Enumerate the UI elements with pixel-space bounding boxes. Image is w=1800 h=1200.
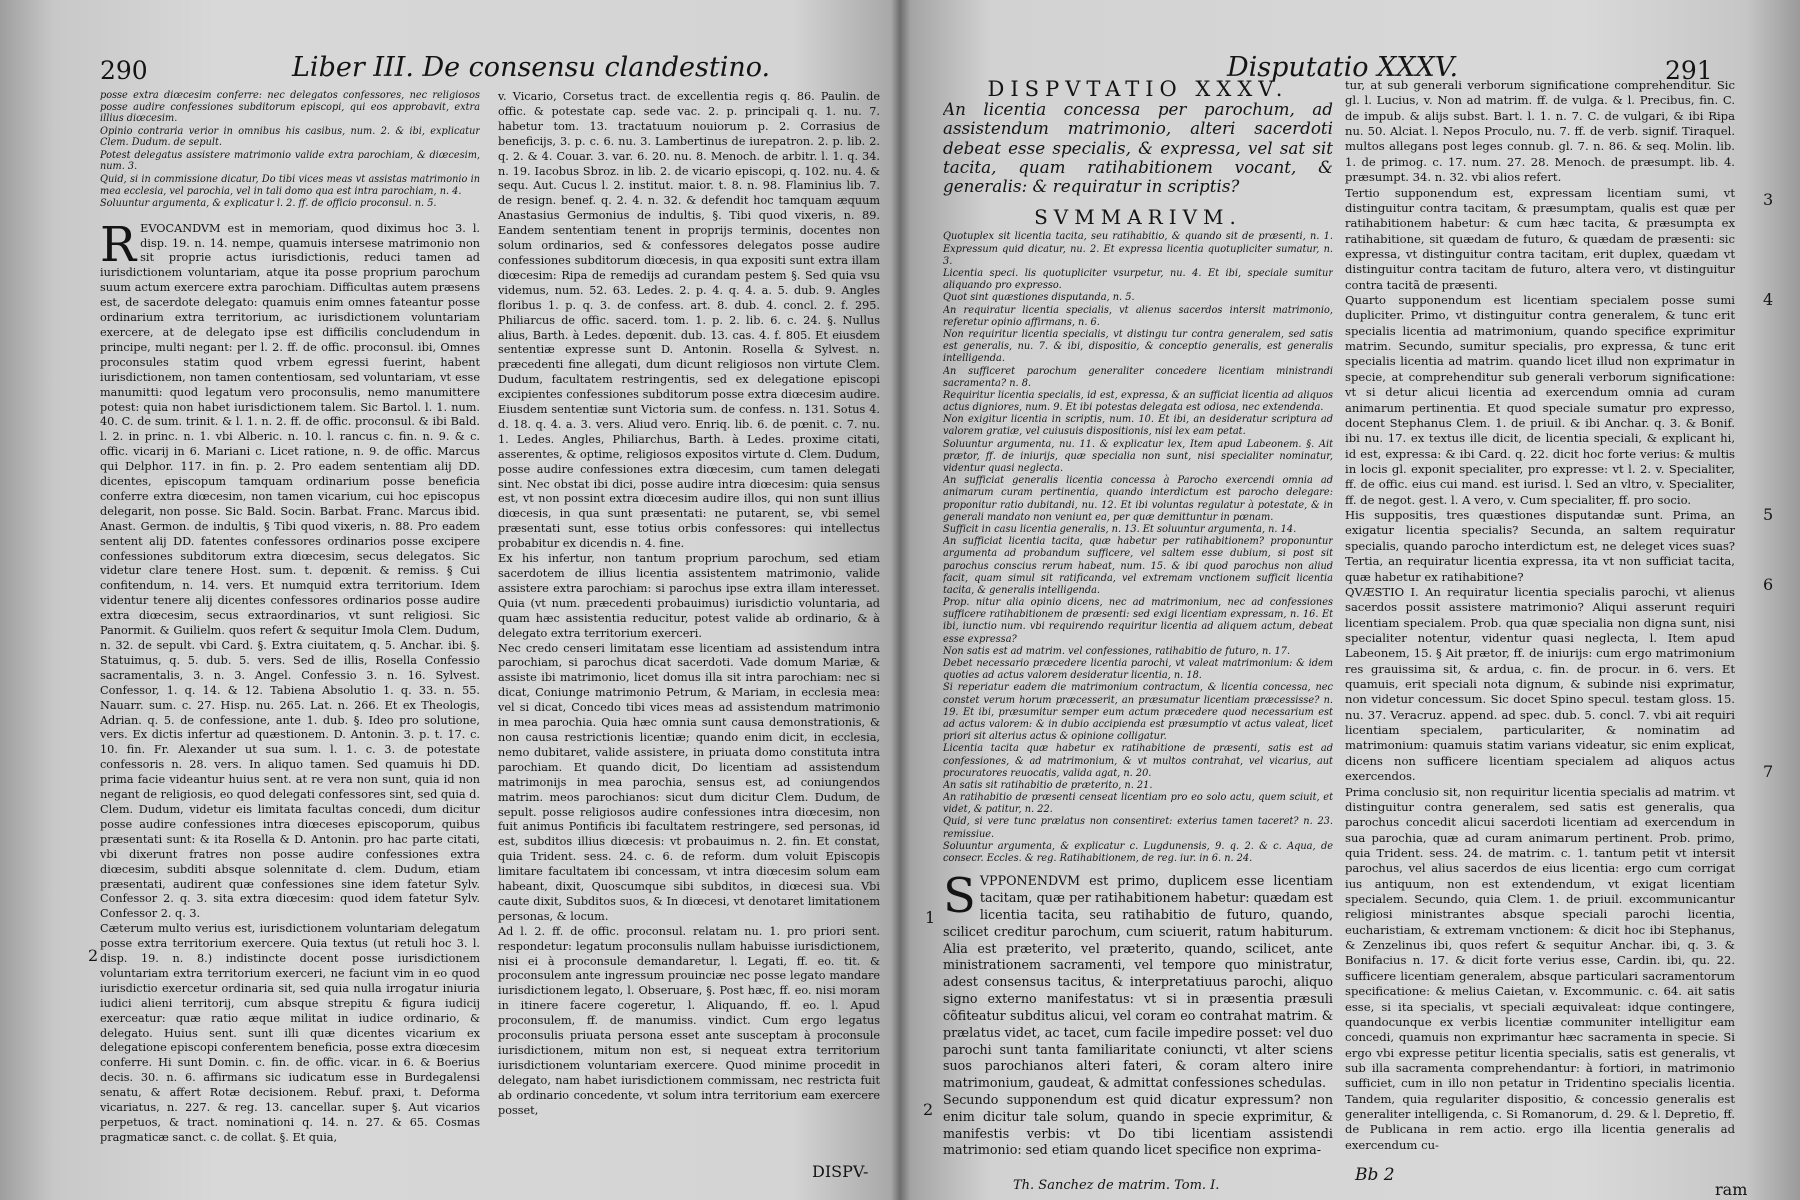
summary-entry: Non exigitur licentia in scriptis, num. 10. Et ibi, an desideratur scriptura ad valorem gratiæ, vel cuiusuis dispositionis, nisi lex eam petat. xyxy=(943,414,1333,438)
left-column-1-text xyxy=(100,216,480,1146)
paragraph: Prima conclusio sit, non requiritur licentia specialis ad matrim. vt distinguitur contra generalem, sed satis est generalis, qua parochus concedit alicui sacerdoti licentiam ad exercendum in sua parochia, quæ ad curam animarum pertinent. Prob. primo, quia Trident. sess. 24. de matrim. c. 1. tantum petit vt intersit parochus, vel alius sacerdos de eius licentia: ergo cum corrigat ius antiquum, non est extendendum, vt exigat licentiam specialem. Secundo, quia Clem. 1. de priuil. excommunicantur religiosi ministrantes absque speciali parochi licentia, eucharistiam, & extremam vnctionem: & dicit hoc ibi Stephanus, & Zenzelinus ibi, quos refert & sequitur Anchar. ibi, q. 3. & Bonifacius n. 17. & dicit forte verius esse, Cardin. ibi, qu. 22. sufficere licentiam generalem, absque particulari sacramentorum specificatione: & melius Caietan, v. Excommunic. c. 64. ait satis esse, si ita specialis, vt speciali æquivaleat: idque contingere, quandocunque ex verbis licentiæ communiter intelligitur eam concedi, quamuis non exprimantur hæc sacramenta in specie. Si ergo vbi expresse petitur licentia specialis, satis est generalis, vt sub illa sacramenta comprehendantur: à fortiori, in matrimonio sufficiet, cum in illo non petatur in Tridentino specialis licentia. Tandem, quia regulariter dispositio, & concessio generalis est generaliter intelligenda, c. Si Romanorum, d. 29. & l. Depretio, ff. de Publicana in rem actio. ergo illa licentia generalis ad exercendum cu- xyxy=(1345,784,1735,1152)
paragraph: His suppositis, tres quæstiones disputandæ sunt. Prima, an exigatur licentia specialis? Secunda, an saltem requiratur specialis, quando parocho interdictum est, ne deleget vices suas? Tertia, an requiratur licentia expressa, ita vt non sufficiat tacita, quæ habetur ex ratihabitione? xyxy=(1345,508,1735,584)
right-column-1 xyxy=(943,78,1333,1159)
catchword: DISPV- xyxy=(812,1162,869,1181)
left-page xyxy=(0,0,895,1200)
paragraph: Quarto supponendum est licentiam specialem posse sumi dupliciter. Primo, vt distinguitur contra generalem, & tunc erit specialis licentia ad matrimonium, quando specifice exprimitur matrim. Secundo, sumitur specialis, pro expressa, & tunc erit specialis licentia ad matrim. quando licet illud non exprimatur in specie, at comprehenditur sub generali verborum significatione: vt si detur alicui licentia ad exercendum omnia ad curam animarum pertinentia. Et quod speciale sumatur pro expresso, docent Stephanus Clem. 1. de priuil. & ibi Anchar. q. 3. & Bonif. ibi nu. 17. ex textus ille dicit, de licentia speciali, & explicant hi, id est, expressa: & ibi Card. q. 22. dicit hoc forte verius: & multis in locis gl. exponit specialiter, pro expresse: vt l. 2. v. Specialiter, ff. de offic. eius cui mand. est iurisd. l. Sed an vltro, v. Specialiter, ff. de negot. gest. l. A vero, v. Cum specialiter, ff. pro socio. xyxy=(1345,293,1735,507)
running-head: Liber III. De consensu clandestino. xyxy=(292,52,771,83)
paragraph: QVÆSTIO I. An requiratur licentia specialis parochi, vt alienus sacerdos possit assistere matrimonio? Aliqui asserunt requiri licentiam specialem. Prob. qua quæ specialia non digna sunt, nisi specialiter notentur, videntur quasi neglecta, l. Item apud Labeonem, 15. § Ait prætor, ff. de iniurijs: cum ergo matrimonium res grauissima sit, & ardua, c. fin. de procur. in 6. vers. Et quamuis, erit speciali nota dignum, & subinde nisi exprimatur, non videtur concessum. Sic docet Spino specul. testam gloss. 15. nu. 37. Veracruz. append. ad spec. dub. 5. concl. 7. vbi ait requiri licentiam specialem, particulariter, & nominatim ad matrimonium: quamuis statim varians videatur, sic enim explicat, dicens non sufficere licentiam specialem ad aliquos actus exercendos. xyxy=(1345,584,1735,784)
paragraph-text: EVOCANDVM est in memoriam, quod diximus hoc 3. l. disp. 19. n. 14. nempe, quamuis intersese matrimonio non sit proprie actus iurisdictionis, reduci tamen ad iurisdictionem voluntariam, atque ita posse proprium parochum suum actum exercere extra parochiam. Difficultas autem præsens est, de sacerdote delegato: quamuis enim omnes fateantur posse ordinarium extra territorium, ac iurisdictionem voluntariam exercere, at de delegato ipse est difficilis concludendum in principe, multi negant: per l. 2. ff. de offic. proconsul. ibi, Omnes proconsules statim quod vrbem egressi fuerint, habent iurisdictionem, non tamen contentiosam, sed voluntariam, vt esse manumitti: quod legatum vero proconsulis, nemo manumittere potest: quia non habet iurisdictionem talem. Sic Bartol. l. 1. num. 40. C. de sum. trinit. & l. 1. n. 2. ff. de offic. proconsul. & ibi Bald. l. 2. in princ. n. 1. vbi Alberic. n. 10. l. rancus c. fin. n. 9. & c. offic. vicarij in 6. Mariani c. Licet ratione, n. 9. de offic. Marcus qui Delphor. 117. in fin. p. 2. Pro eadem sententiam alij DD. dicentes, episcopum tamquam ordinarium posse beneficia conferre extra diœcesim, non tamen vicarium, cui hoc episcopus delegarit, non posse. Sic Bald. Socin. Barbat. Franc. Marcus ibid. Anast. Germon. de indultis, § Tibi quod vixeris, n. 88. Pro eadem sentent alij DD. fatentes confessores ordinarios posse excipere confessiones subditorum extra diœcesim, secus delegatos. Sic videtur clare tenere Host. sum. t. depœnit. & remiss. § Cui confitendum, n. 14. vers. Et numquid extra territorium. Idem videntur tenere alij dicentes confessores ordinarios posse audire extra diœcesim, secus extraordinarios, vt sunt religiosi. Sic Panormit. & Guilielm. quos refert & sequitur Imola Clem. Dudum, n. 32. de sepult. vbi Card. §. Extra ciuitatem, q. 5. Anchar. ibi. §. Statuimus, q. 5. dub. 5. vers. Sed de illis, Rosella Confessio sacramentalis, 3. n. 3. Angel. Confessio 3. n. 16. Sylvest. Confessor, 1. q. 14. & 12. Tabiena Absolutio 1. q. 33. n. 55. Nauarr. sum. c. 27. Hisp. nu. 265. Lat. n. 266. Et ex Theologis, Adrian. q. 5. de confessione, ante 1. dub. §. Ideo pro solutione, vers. Ex dictis infertur ad quæstionem. D. Antonin. 3. p. t. 17. c. 10. fin. Fr. Alexander ut sua sum. l. 1. c. 3. de potestate confessoris n. 28. vers. In aliquo tamen. Sed quamuis hi DD. prima facie videantur huius sent. at re vera non sunt, quia id non negant de religiosis, eo quod delegati confessores sint, sed quia d. Clem. Dudum, videtur eis limitata facultas concedi, dum dicitur posse audire confessiones intra diœceses episcoporum, quibus præsentati sunt: & ita Rosella & D. Antonin. pro hac parte citati, vbi dixerunt fratres non posse audire confessiones extra diœcesim, subditi absque solennitate d. clem. Dudum, etiam præsentati, audirent quæ confessiones sine idem fatetur Sylv. Confessor 2. q. 3. sita extra diœcesim: quod idem fatetur Sylv. Confessor 2. q. 3. xyxy=(100,221,480,921)
paragraph xyxy=(943,868,1333,1092)
left-column-1 xyxy=(100,90,480,1146)
summary-entry: Licentia tacita quæ habetur ex ratihabitione de præsenti, satis est ad confessiones, & ad matrimonium, & vt multos contrahat, vel vicarius, aut procuratores reuocatis, valida agat, n. 20. xyxy=(943,743,1333,779)
summary-entry: Requiritur licentia specialis, id est, expressa, & an sufficiat licentia ad aliquos actus digniores, num. 9. Et ibi potestas delegata est odiosa, nec extendenda. xyxy=(943,389,1333,414)
summary-entry: Non requiritur licentia specialis, vt distingu tur contra generalem, sed satis est generalis, nu. 7. & ibi, dispositio, & conceptio generalis, est generalis intelligenda. xyxy=(943,328,1333,365)
margin-number: 2 xyxy=(88,946,99,965)
paragraph xyxy=(100,922,480,1146)
paragraph: Tertio supponendum est, expressam licentiam sumi, vt distinguitur contra tacitam, & præsumptam, qualis est quæ per ratihabitionem habetur: & cum hæc tacita, & præsumpta ex ratihabitione, sit quædam de futuro, & quædam de præsenti: sic expressa, vt distinguitur contra tacitam, erit duplex, quædam vt distinguitur contra tacitam de futuro, altera vero, vt distinguitur contra tacitã de præsenti. xyxy=(1345,185,1735,292)
summary-entry: Quotuplex sit licentia tacita, seu ratihabitio, & quando sit de præsenti, n. 1. Expressum quid dicatur, nu. 2. Et expressa licentia quotupliciter sumatur, n. 3. xyxy=(943,231,1333,267)
summary-entry: Quot sint quæstiones disputanda, n. 5. xyxy=(943,292,1135,304)
summary-entry: Non satis est ad matrim. vel confessiones, ratihabitio de futuro, n. 17. xyxy=(943,645,1291,657)
summary-entry: Opinio contraria verior in omnibus his casibus, num. 2. & ibi, explicatur Clem. Dudum. de sepult. xyxy=(100,125,480,149)
paragraph: Ex his infertur, non tantum proprium parochum, sed etiam sacerdotem de illius licentia assistentem matrimonio, valide assistere extra parochiam: si parochus ipse extra illam interesset. Quia (vt num. præcedenti probauimus) iurisdictio voluntaria, ad quam hæc assistentia reducitur, potest valide ab ordinario, & à delegato extra territorium exerceri. xyxy=(498,552,880,640)
right-column-1-text xyxy=(943,868,1333,1159)
right-page xyxy=(905,0,1800,1200)
page-number: 291 xyxy=(1665,56,1713,85)
paragraph: v. Vicario, Corsetus tract. de excellentia regis q. 86. Paulin. de offic. & potestate cap. sede vac. 2. p. principali q. 1. nu. 7. habetur tom. 13. tractatuum nouiorum p. 2. Corrasius de beneficijs, 3. p. c. 6. nu. 3. Lambertinus de iurepatron. 2. p. lib. 2. q. 2. & 4. Couar. 3. var. 6. 20. nu. 8. Menoch. de arbitr. l. 1. q. 34. n. 19. Iacobus Sbroz. in lib. 2. de vicario episcopi, q. 102. nu. 4. & sequ. Aut. Cucus l. 2. institut. maior. t. 8. n. 98. Flaminius lib. 7. de resign. benef. q. 2. 4. n. 32. & defendit hoc tamquam æquum Anastasius Germonius de indultis, §. Tibi quod vixeris, n. 89. Eandem sententiam tenent in proprijs terminis, docentes non solum ordinarios, sed & confessores delegatos posse audire confessiones subditorum diœcesis, in qua expositi sunt extra illam diœcesim: Ripa de remedijs ad curandam pestem §. Sed quia vsu videmus, num. 52. 63. Ledes. 2. p. 4. q. 4. a. 5. dub. 9. Angles floribus 1. p. q. 3. de confess. art. 8. dub. 4. concl. 2. f. 295. Philiarcus de offic. sacerd. tom. 1. p. 2. lib. 6. c. 24. §. Nullus alius, Barth. à Ledes. depœnit. dub. 13. cas. 4. f. 805. Et eiusdem sententiæ expresse sunt D. Antonin. Rosella & Sylvest. n. præcedenti fine allegati, dum dicunt religiosos non virtute Clem. Dudum, facultatem restringentis, sed ex delegatione episcopi excipientes confessiones subditorum posse extra diœcesim audire. Eiusdem sententiæ sunt Victoria sum. de confess. n. 131. Sotus 4. d. 18. q. 4. a. 3. vers. Aliud vero. Enriq. lib. 6. de pœnit. c. 7. nu. 1. Ledes. Angles, Philiarchus, Barth. à Ledes. proxime citati, asserentes, & optime, religiosos expositos virtute d. Clem. Dudum, posse audire confessiones extra diœcesim, cum tamen delegati sint. Nec obstat ibi dici, posse audire intra diœcesim: quia sensus est, vt non possint extra diœcesim audire illos, qui non sunt illius diœcesis, in qua sunt præsentati: ne putarent, se, vbi semel præsentati sunt, esse totius orbis confessores: qui intellectus probabitur ex dicendis n. 4. fine. xyxy=(498,90,880,551)
summary-entry: posse extra diœcesim conferre: nec delegatos confessores, nec religiosos posse audire confessiones subditorum episcopi, qui eos approbavit, extra illius diœcesim. xyxy=(100,90,480,125)
summary-entry: Licentia speci. lis quotupliciter vsurpetur, nu. 4. Et ibi, speciale sumitur aliquando pro expresso. xyxy=(943,268,1333,292)
summary-entry: Potest delegatus assistere matrimonio valide extra parochiam, & diœcesim, num. 3. xyxy=(100,149,480,173)
summary-entry: An sufficeret parochum generaliter concedere licentiam ministrandi sacramenta? n. 8. xyxy=(943,365,1333,389)
summary-entry: Soluuntur argumenta, nu. 11. & explicatur lex, Item apud Labeonem. §. Ait prætor, ff. de iniurijs, quæ specialia non sunt, nisi specialiter nominatur, videntur quasi neglecta. xyxy=(943,438,1333,475)
paragraph xyxy=(943,1092,1333,1159)
summary-entry: Soluuntur argumenta, & explicatur c. Lugdunensis, 9. q. 2. & c. Aqua, de consecr. Eccles. & reg. Ratihabitionem, de reg. iur. in 6. n. 24. xyxy=(943,840,1333,865)
summary-entry: Debet necessario præcedere licentia parochi, vt valeat matrimonium: & idem quoties ad actus valorem desideratur licentia, n. 18. xyxy=(943,658,1333,682)
summary-entry: An requiratur licentia specialis, vt alienus sacerdos intersit matrimonio, referetur opinio affirmans, n. 6. xyxy=(943,304,1333,328)
chapter-summary-continued xyxy=(100,90,480,210)
summary-entry: Sufficit in casu licentia generalis, n. 13. Et soluuntur argumenta, n. 14. xyxy=(943,523,1297,535)
margin-number: 4 xyxy=(1763,290,1774,309)
disputation-question: An licentia concessa per parochum, ad assistendum matrimonio, alteri sacerdoti debeat esse specialis, & expressa, vel sat sit tacita, quam ratihabitionem vocant, & generalis: & requiratur in scriptis? xyxy=(943,99,1333,197)
margin-number: 7 xyxy=(1763,762,1774,781)
margin-number: 1 xyxy=(925,908,936,927)
paragraph-text: Secundo supponendum est quid dicatur expressum? non enim dicitur tale solum, quando in specie exprimitur, & manifestis verbis: vt Do tibi licentiam assistendi matrimonio: sed etiam quando licet specifice non exprima- xyxy=(943,1091,1333,1158)
running-head: Disputatio XXXV. xyxy=(1227,52,1459,83)
left-column-2 xyxy=(498,90,880,1119)
paragraph: Nec credo censeri limitatam esse licentiam ad assistendum intra parochiam, si parochus dicat sacerdoti. Vade domum Mariæ, & assiste ibi matrimonio, licet domus illa sit intra parochiam: nec si dicat, Coniunge matrimonio Petrum, & Mariam, in ecclesia mea: vel si dicat, Concedo tibi vices meas ad assistendum matrimonio in mea parochia. Quia hæc omnia sunt causa demonstrationis, & non causa restrictionis licentiæ; quando enim dicit, in ecclesia, nemo dubitaret, valide assistere, in priuata domo constituta intra parochiam. Et quando dicit, Do licentiam ad assistendum matrimonijs in mea parochia, sensus est, ad coniungendos matrim. meos parochianos: sicut dum dicitur Clem. Dudum, de sepult. posse religiosos audire confessiones intra diœcesim, non fuit animus Pontificis ibi facultatem restringere, sed personas, id est, subditos illius diœcesis: vt probauimus n. 2. fin. Et constat, quia Trident. sess. 24. c. 6. de reform. dum voluit Episcopis limitare facultatem ibi concessam, vt intra diœcesim solum eam habeant, dixit, Quoscumque sibi subditos, in diœcesi sua. Vbi caute dixit, Subditos suos, & In diœcesi, vt denotaret limitationem personas, & locum. xyxy=(498,641,880,923)
summary-entry: Quid, si in commissione dicatur, Do tibi vices meas vt assistas matrimonio in mea ecclesia, vel parochia, vel in tali domo qua est intra parochiam, n. 4. xyxy=(100,173,480,197)
margin-number: 6 xyxy=(1763,575,1774,594)
paragraph: Ad l. 2. ff. de offic. proconsul. relatam nu. 1. pro priori sent. respondetur: legatum proconsulis nullam habuisse iurisdictionem, nisi ei à proconsule demandaretur, l. Legati, ff. eo. tit. & proconsulem ante ingressum prouinciæ nec posse legato mandare iurisdictionem legato, l. Obseruare, §. Post hæc, ff. eo. nisi moram in itinere facere cogeretur, l. Aliquando, ff. eo. l. Apud proconsulem, ff. de manumiss. vindict. Cum ergo legatus proconsulis priuata persona esset ante susceptam à proconsule iurisdictionem, mitum non est, si nequeat extra territorium iurisdictionem voluntariam exercere. Quod minime procedit in delegato, nam habet iurisdictionem commissam, nec restricta fuit ab ordinario concedente, vt solum intra territorium eam exercere posset, xyxy=(498,924,880,1117)
summary-entry: Si reperiatur eadem die matrimonium contractum, & licentia concessa, nec constet verum horum præcesserit, an præsumatur licentiam præcessisse? n. 19. Et ibi, præsumitur semper eum actum præcedere quod necessarium est ad actus valorem: & in dubio accipienda est præsumptio vt actus valeat, licet priori sit alterius actus & opinione colligatur. xyxy=(943,682,1333,743)
drop-cap: S xyxy=(943,868,976,925)
drop-cap: R xyxy=(100,216,137,273)
paragraph: tur, at sub generali verborum significatione comprehenditur. Sic gl. l. Lucius, v. Non ad matrim. ff. de vulga. & l. Precibus, fin. C. de impub. & alijs subst. Bart. l. 1. n. 7. C. de vulgari, & ibi Ripa nu. 50. Alciat. l. Nepos Proculo, nu. 7. ff. de verb. signif. Tiraquel. multos allegans post leges connub. gl. 7. n. 86. & seq. Molin. lib. 1. de primog. c. 17. num. 27. 28. Menoch. de præsumpt. lib. 4. præsumpt. 34. n. 32. vbi alios refert. xyxy=(1345,78,1735,185)
summary-entry: An sufficiat generalis licentia concessa à Parocho exercendi omnia ad animarum curam pertinentia, quando interdictum est parocho delegare: proponitur ratio dubitandi, nu. 12. Et ibi voluntas regulatur à potestate, & in generali mandato non veniunt ea, per quæ demittuntur in pœnam. xyxy=(943,475,1333,523)
margin-number: 3 xyxy=(1763,190,1774,209)
summarium-list xyxy=(943,231,1333,865)
disputation-title: DISPVTATIO XXXV. xyxy=(987,78,1289,101)
signature-mark: Bb 2 xyxy=(1355,1165,1395,1185)
right-column-2 xyxy=(1345,78,1735,1153)
summary-entry: Soluuntur argumenta, & explicatur l. 2. ff. de officio proconsul. n. 5. xyxy=(100,198,437,210)
summary-entry: Prop. nitur alia opinio dicens, nec ad matrimonium, nec ad confessiones sufficere ratihabitionem de præsenti: sed exigi licentiam expressam, n. 16. Et ibi, iunctio num. vbi requirendo requiritur licentia ad aliquem actum, debeat esse expressa? xyxy=(943,597,1333,645)
summary-entry: Quid, si vere tunc prælatus non consentiret: exterius tamen taceret? n. 23. remissiue. xyxy=(943,816,1333,840)
summary-entry: An sufficiat licentia tacita, quæ habetur per ratihabitionem? proponuntur argumenta ad probandum sufficere, vel saltem esse dubium, si post sit parochus conscius rerum habeat, num. 15. & ibi quod parochus non aliud facit, quam simul sit ratificanda, vel extremam vnctionem sufficit licentia tacita, & generalis intelligenda. xyxy=(943,536,1333,596)
paragraph xyxy=(100,216,480,923)
summary-entry: An satis sit ratihabitio de præterito, n. 21. xyxy=(943,779,1153,791)
catchword: ram xyxy=(1715,1180,1748,1199)
page-number: 290 xyxy=(100,56,148,85)
summary-entry: An ratihabitio de præsenti censeat licentiam pro eo solo actu, quem sciuit, et videt, & patitur, n. 22. xyxy=(943,792,1333,816)
footer-title: Th. Sanchez de matrim. Tom. I. xyxy=(1013,1178,1220,1193)
paragraph-text: Cæterum multo verius est, iurisdictionem voluntariam delegatum posse extra territorium exercere. Quia textus (ut retuli hoc 3. l. disp. 19. n. 8.) indistincte docent posse iurisdictionem voluntariam extra territorium exerceri, ne faciunt vim in eo quod iurisdictio exercetur ordinaria sit, sed quia nulla irrogatur iniuria iudici alieni territorij, cum absque strepitu & figura iudicij exerceatur: quæ ratio æque militat in iudice ordinario, & delegato. Huius sent. sunt illi quæ dicentes vicarium ex delegatione episcopi conferentem beneficia, posse extra diœcesim conferre. Hi sunt Domin. c. fin. de offic. vicar. in 6. & Boerius decis. 30. n. 6. affirmans sic iudicatum esse in Burdegalensi senatu, & affert Rotæ decisionem. Rebuf. praxi, t. Deforma vicariatus, n. 227. & reg. 13. cancellar. super §. Aut vicarios perpetuos, & tract. nominationi q. 14. n. 27. & 65. Cosmas pragmaticæ sanct. c. de collat. §. Et quia, xyxy=(100,922,480,1144)
margin-number: 2 xyxy=(923,1100,934,1119)
margin-number: 5 xyxy=(1763,505,1774,524)
paragraph-text: VPPONENDVM est primo, duplicem esse licentiam tacitam, quæ per ratihabitionem habetur: quædam est licentia tacita, seu ratihabitio de futuro, quando, scilicet creditur parochum, cum sciuerit, ratum habiturum. Alia est præterito, vel præterito, quando, scilicet, ante ministrationem sacramenti, vel tempore quo ministratur, adest consensus tacitus, & interpretatiuus parochi, aliquo signo externo manifestatus: vt si in præsentia præsuli cõfiteatur subditus alicui, vel coram eo contrahat matrim. & prælatus videt, ac tacet, cum facile impedire posset: vel duo parochi sunt tanta familiaritate coniuncti, vt alter sciens suos parochianos alteri fateri, & coram altero inire matrimonium, gaudeat, & admittat confessiones schedulas. xyxy=(943,873,1333,1091)
summarium-title: SVMMARIVM. xyxy=(1034,204,1242,229)
